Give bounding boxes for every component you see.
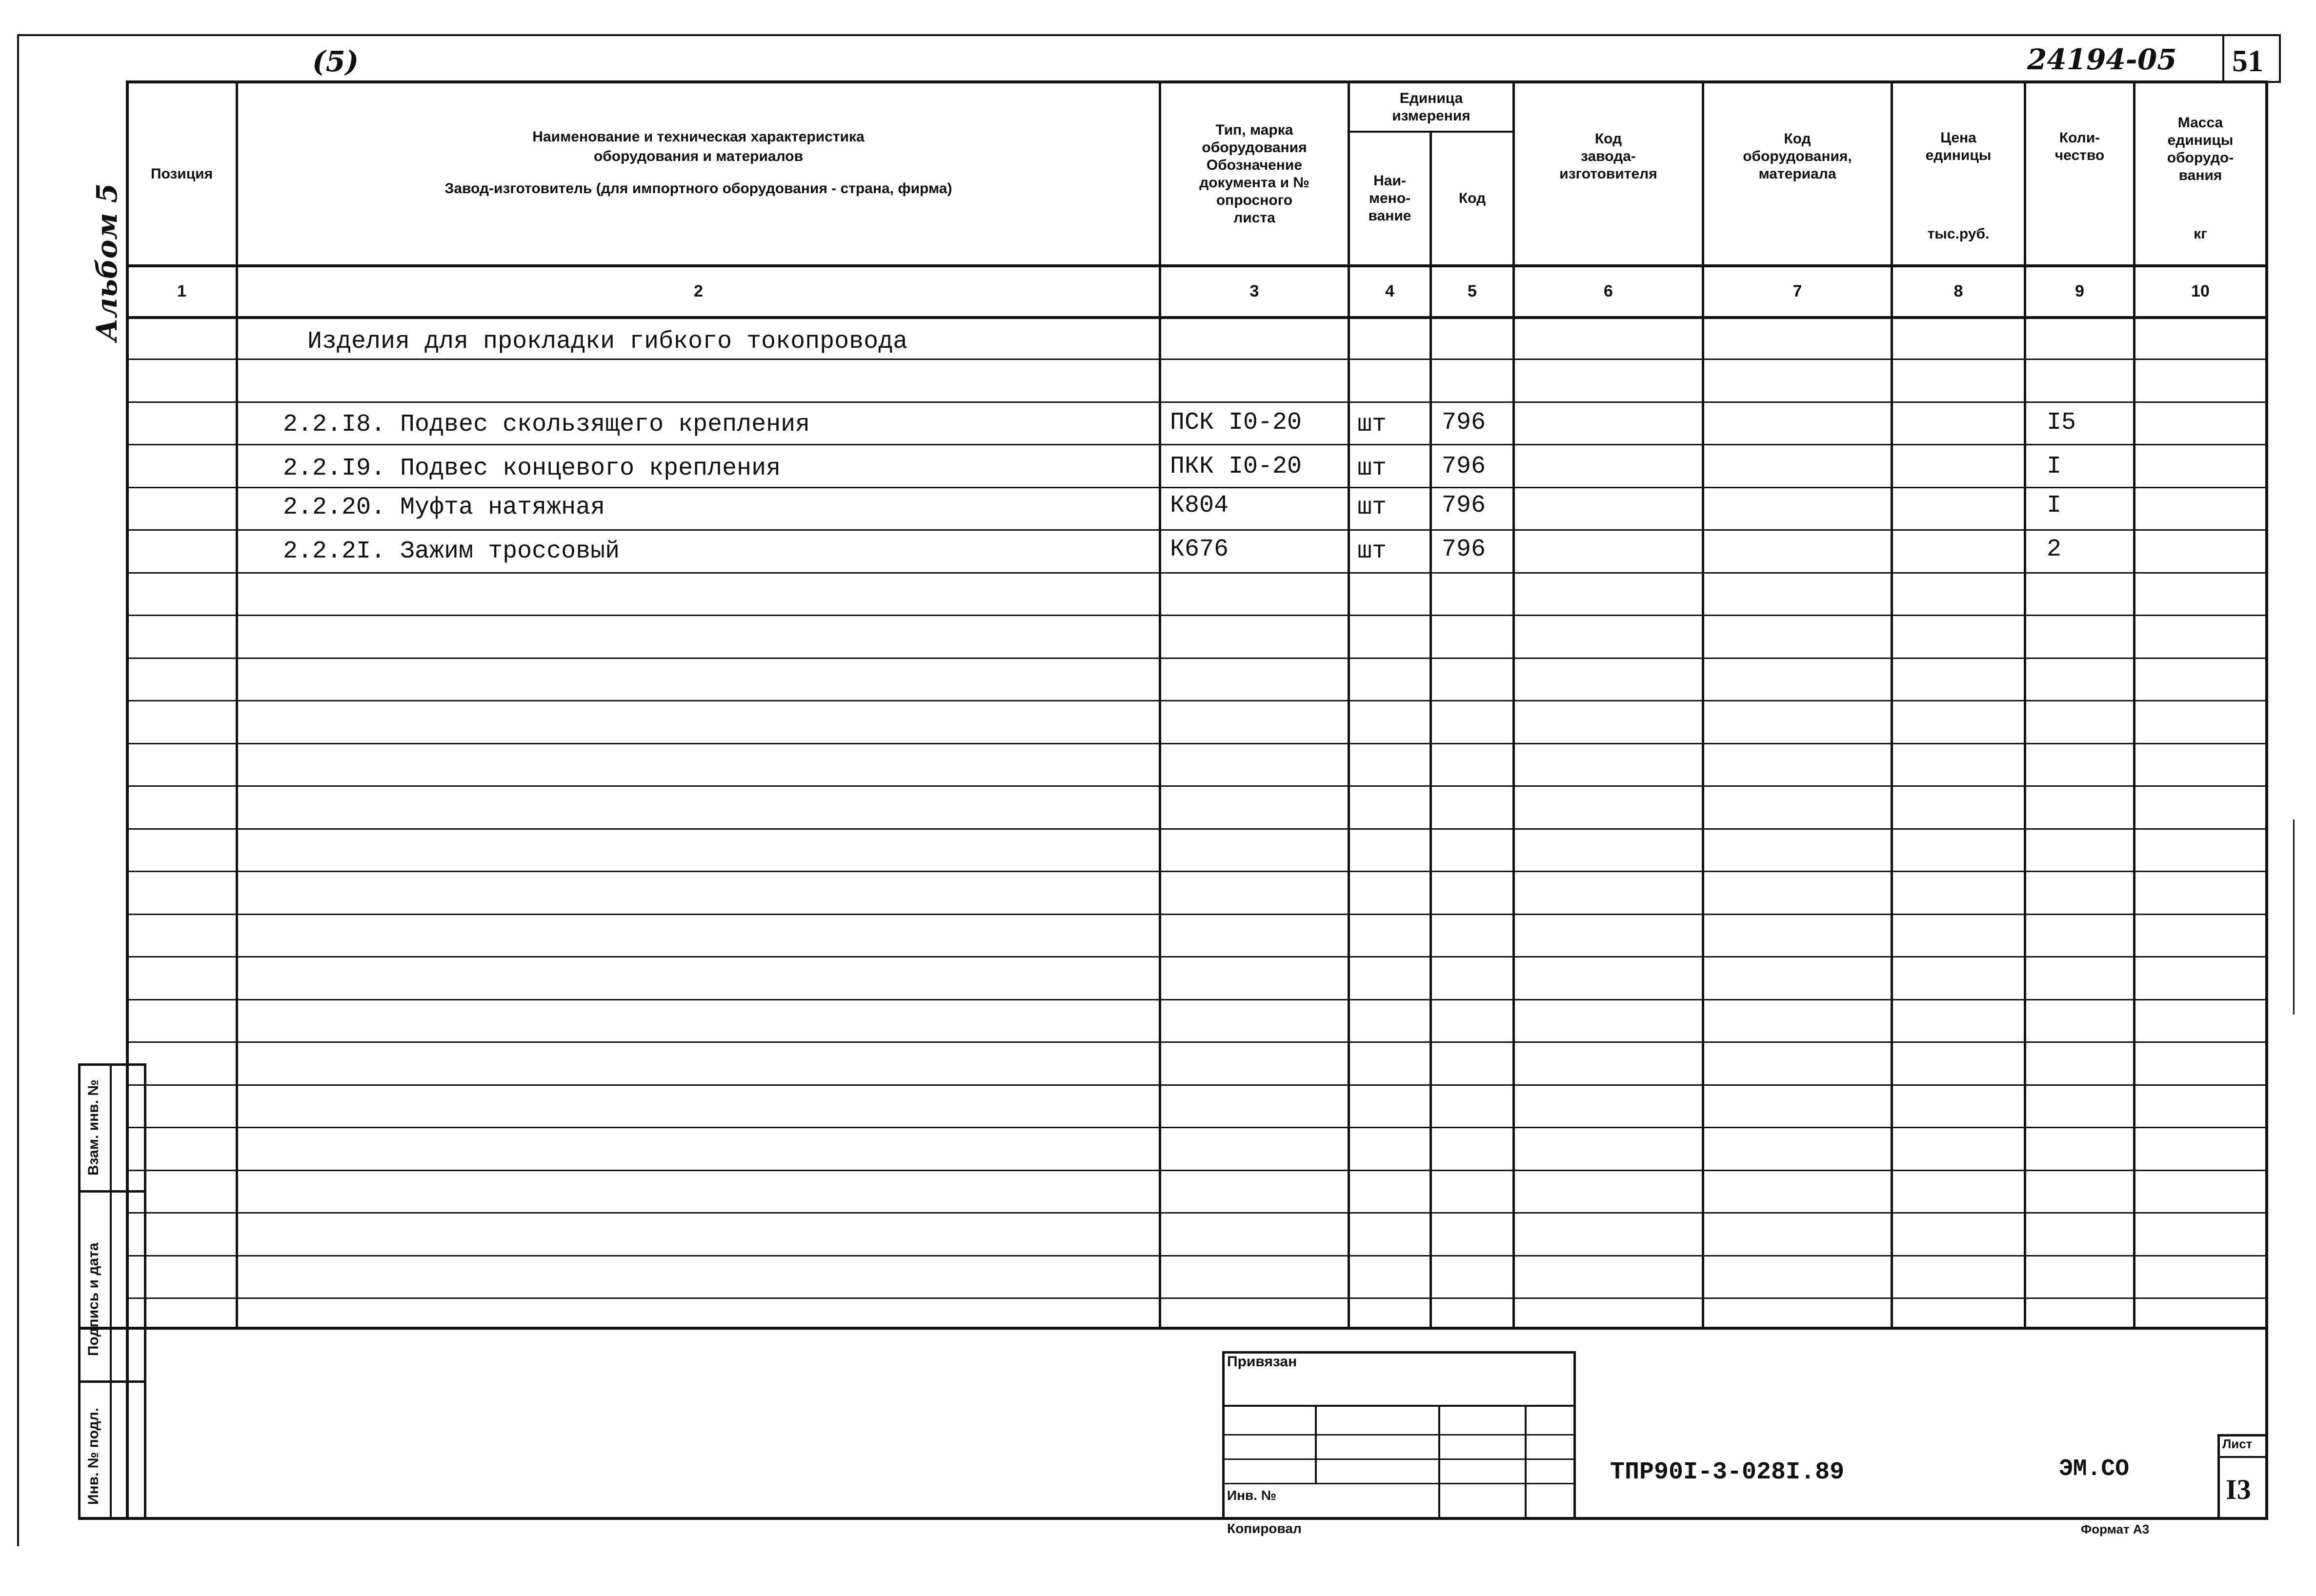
- row-rule: [128, 743, 2266, 744]
- row-name: 2.2.I9. Подвес концевого крепления: [283, 455, 781, 482]
- col-sep-6: [1702, 80, 1704, 1328]
- header-mass: Масса единицы оборудо- вания: [2167, 115, 2234, 183]
- row-rule: [128, 785, 2266, 787]
- header-price-unit: тыс.руб.: [1927, 226, 1990, 242]
- col-number: 9: [2075, 282, 2084, 300]
- privyazan-rule-1: [1222, 1405, 1576, 1407]
- col-number: 1: [177, 282, 186, 300]
- row-type: ПСК I0-20: [1170, 409, 1302, 437]
- frame-left-outer: [17, 34, 19, 1546]
- row-qty: I: [2047, 492, 2062, 519]
- header-type: Тип, марка оборудования Обозначение документа и № опросного листа: [1199, 121, 1309, 226]
- body-bottom: [78, 1327, 2268, 1330]
- row-rule: [128, 529, 2266, 531]
- header-equip-code: Код оборудования, материала: [1743, 131, 1852, 182]
- doc-code: ТПР90I-3-028I.89: [1610, 1458, 1845, 1486]
- row-unit: шт: [1357, 411, 1387, 439]
- row-rule: [128, 1127, 2266, 1128]
- row-rule: [128, 999, 2266, 1000]
- side-stamp-split-2: [78, 1380, 146, 1383]
- row-rule: [128, 658, 2266, 659]
- col-number: 8: [1953, 282, 1963, 300]
- sheet-number: I3: [2226, 1474, 2251, 1505]
- copied-label: Копировал: [1227, 1521, 1302, 1536]
- row-rule: [128, 914, 2266, 915]
- col-number: 3: [1249, 282, 1259, 300]
- privyazan-col-3: [1525, 1405, 1527, 1519]
- row-type: К676: [1170, 536, 1229, 563]
- header-qty: Коли- чество: [2054, 130, 2105, 163]
- header-position: Позиция: [150, 165, 213, 182]
- col-sep-8: [2024, 80, 2026, 1328]
- row-unit: шт: [1357, 494, 1387, 521]
- privyazan-rule-2: [1222, 1434, 1576, 1436]
- row-rule: [128, 1041, 2266, 1043]
- header-unit-code: Код: [1458, 190, 1486, 206]
- row-code: 796: [1442, 536, 1486, 563]
- page-mark: (5): [312, 45, 359, 78]
- col-number: 6: [1604, 282, 1613, 300]
- row-rule: [128, 1084, 2266, 1086]
- row-rule: [128, 871, 2266, 872]
- side-stamp-divider: [110, 1063, 112, 1520]
- section-title: Изделия для прокладки гибкого токопровода: [307, 328, 908, 356]
- frame-top: [17, 34, 2281, 36]
- privyazan-rule-3: [1222, 1458, 1576, 1460]
- header-name-line2: оборудования и материалов: [593, 148, 804, 164]
- row-qty: I: [2047, 453, 2062, 480]
- col-sep-2: [1159, 80, 1161, 1328]
- col-sep-4: [1430, 132, 1432, 1328]
- header-price: Цена единицы: [1925, 130, 1992, 163]
- header-mass-unit: кг: [2194, 226, 2207, 242]
- col-sep-5: [1512, 80, 1515, 1328]
- corner-sheet-number: 51: [2232, 43, 2263, 78]
- row-rule: [128, 1297, 2266, 1299]
- col-number: 10: [2191, 282, 2210, 300]
- row-code: 796: [1442, 453, 1486, 480]
- row-rule: [128, 1255, 2266, 1257]
- col-sep-1: [236, 80, 238, 1328]
- header-unit-group: Единица измерения: [1392, 90, 1470, 124]
- col-number: 7: [1792, 282, 1802, 300]
- side-stamp-split-1: [78, 1190, 146, 1193]
- album-label: Альбом 5: [90, 183, 123, 341]
- side-sign-date: Подпись и дата: [85, 1242, 101, 1356]
- header-maker-code: Код завода- изготовителя: [1559, 131, 1657, 182]
- sheet-label: Лист: [2222, 1436, 2253, 1451]
- header-name-line1: Наименование и техническая характеристика: [532, 129, 865, 145]
- row-rule: [128, 359, 2266, 360]
- row-rule: [128, 956, 2266, 958]
- row-code: 796: [1442, 409, 1486, 437]
- inv-no-label: Инв. №: [1227, 1488, 1277, 1503]
- row-rule: [128, 572, 2266, 574]
- header-unit-name: Наи- мено- вание: [1368, 173, 1411, 224]
- row-rule: [128, 1170, 2266, 1171]
- row-rule: [128, 700, 2266, 701]
- col-number: 4: [1385, 282, 1394, 300]
- row-rule: [128, 828, 2266, 830]
- row-name: 2.2.2I. Зажим троссовый: [283, 538, 620, 565]
- table-bottom: [78, 1517, 2268, 1520]
- side-inv-replace: Взам. инв. №: [85, 1079, 101, 1176]
- row-type: ПКК I0-20: [1170, 453, 1302, 480]
- privyazan-rule-4: [1222, 1483, 1576, 1484]
- frame-right-outer: [2293, 819, 2295, 1015]
- privyazan-col-1: [1315, 1405, 1317, 1483]
- privyazan-col-2: [1438, 1405, 1440, 1519]
- header-name-block: [238, 83, 1159, 264]
- row-code: 796: [1442, 492, 1486, 519]
- col-number: 5: [1468, 282, 1477, 300]
- privyazan-label: Привязан: [1227, 1354, 1297, 1370]
- row-rule: [128, 487, 2266, 488]
- row-unit: шт: [1357, 455, 1387, 482]
- col-sep-3: [1348, 80, 1350, 1328]
- col-sep-9: [2133, 80, 2135, 1328]
- row-rule: [128, 401, 2266, 403]
- side-inv-orig: Инв. № подл.: [85, 1407, 101, 1505]
- header-bottom: [126, 264, 2268, 267]
- numbers-bottom: [126, 316, 2268, 319]
- row-rule: [128, 1212, 2266, 1214]
- table-right: [2265, 80, 2268, 1519]
- sheet-box-split: [2217, 1456, 2268, 1458]
- doc-mark: ЭМ.СО: [2059, 1456, 2130, 1482]
- col-sep-7: [1891, 80, 1893, 1328]
- col-number: 2: [694, 282, 703, 300]
- row-rule: [128, 615, 2266, 616]
- format-label: Формат А3: [2081, 1522, 2150, 1536]
- header-name-line3: Завод-изготовитель (для импортного оборудования - страна, фирма): [444, 180, 952, 197]
- row-name: 2.2.I8. Подвес скользящего крепления: [283, 411, 810, 439]
- row-type: К804: [1170, 492, 1229, 519]
- archive-number: 24194-05: [2027, 43, 2177, 76]
- row-qty: 2: [2047, 536, 2062, 563]
- row-unit: шт: [1357, 538, 1387, 565]
- row-qty: I5: [2047, 409, 2076, 437]
- row-rule: [128, 444, 2266, 445]
- row-name: 2.2.20. Муфта натяжная: [283, 494, 605, 521]
